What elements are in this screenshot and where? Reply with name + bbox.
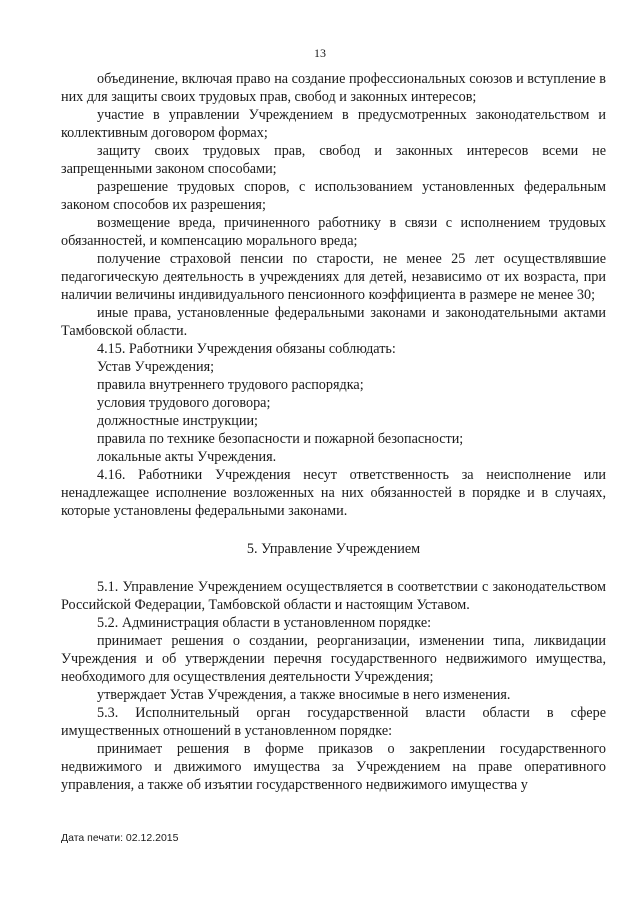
paragraph: 4.16. Работники Учреждения несут ответственность за неисполнение или ненадлежащее исполнение возложенных на них обязанностей в порядке и в случаях, которые установлены федеральными законами. <box>61 467 606 519</box>
paragraph: объединение, включая право на создание профессиональных союзов и вступление в них для защиты своих трудовых прав, свобод и законных интересов; <box>61 71 606 105</box>
list-item: условия трудового договора; <box>97 395 271 411</box>
paragraph: иные права, установленные федеральными законами и законодательными актами Тамбовской области. <box>61 305 606 339</box>
section-heading: 5. Управление Учреждением <box>246 541 421 557</box>
paragraph: принимает решения в форме приказов о закреплении государственного недвижимого и движимого имущества за Учреждением на праве оперативного управления, а также об изъятии государственного недвижимого имущества у <box>61 741 606 793</box>
page-number: 13 <box>314 46 326 60</box>
paragraph: 4.15. Работники Учреждения обязаны соблюдать: <box>97 341 396 357</box>
paragraphs-top <box>61 70 606 520</box>
list-item: локальные акты Учреждения. <box>97 449 277 465</box>
list-item: должностные инструкции; <box>97 413 258 429</box>
paragraph: 5.3. Исполнительный орган государственной власти области в сфере имущественных отношений в установленном порядке: <box>61 705 606 739</box>
paragraph: 5.1. Управление Учреждением осуществляется в соответствии с законодательством Российской Федерации, Тамбовской области и настоящим Уставом. <box>61 579 606 613</box>
print-date-footer: Дата печати: 02.12.2015 <box>61 832 179 844</box>
list-item: правила внутреннего трудового распорядка; <box>97 377 364 393</box>
paragraph: возмещение вреда, причиненного работнику в связи с исполнением трудовых обязанностей, и компенсацию морального вреда; <box>61 215 606 249</box>
list-item: правила по технике безопасности и пожарной безопасности; <box>97 431 464 447</box>
paragraph: участие в управлении Учреждением в предусмотренных законодательством и коллективным договором формах; <box>61 107 606 141</box>
paragraph: принимает решения о создании, реорганизации, изменении типа, ликвидации Учреждения и об утверждении перечня государственного недвижимого имущества, необходимого для осуществления деятельности Учреждения; <box>61 633 606 685</box>
paragraphs-bottom <box>61 578 606 794</box>
paragraph: разрешение трудовых споров, с использованием установленных федеральным законом способов их разрешения; <box>61 179 606 213</box>
paragraph: 5.2. Администрация области в установленном порядке: <box>97 615 432 631</box>
paragraph: получение страховой пенсии по старости, не менее 25 лет осуществлявшие педагогическую деятельность в учреждениях для детей, независимо от их возраста, при наличии величины индивидуального пенсионного коэффициента в размере не менее 30; <box>61 251 606 303</box>
paragraph: утверждает Устав Учреждения, а также вносимые в него изменения. <box>97 687 511 703</box>
list-item: Устав Учреждения; <box>97 359 215 375</box>
paragraph: защиту своих трудовых прав, свобод и законных интересов всеми не запрещенными законом способами; <box>61 143 606 177</box>
document-body <box>61 70 606 794</box>
